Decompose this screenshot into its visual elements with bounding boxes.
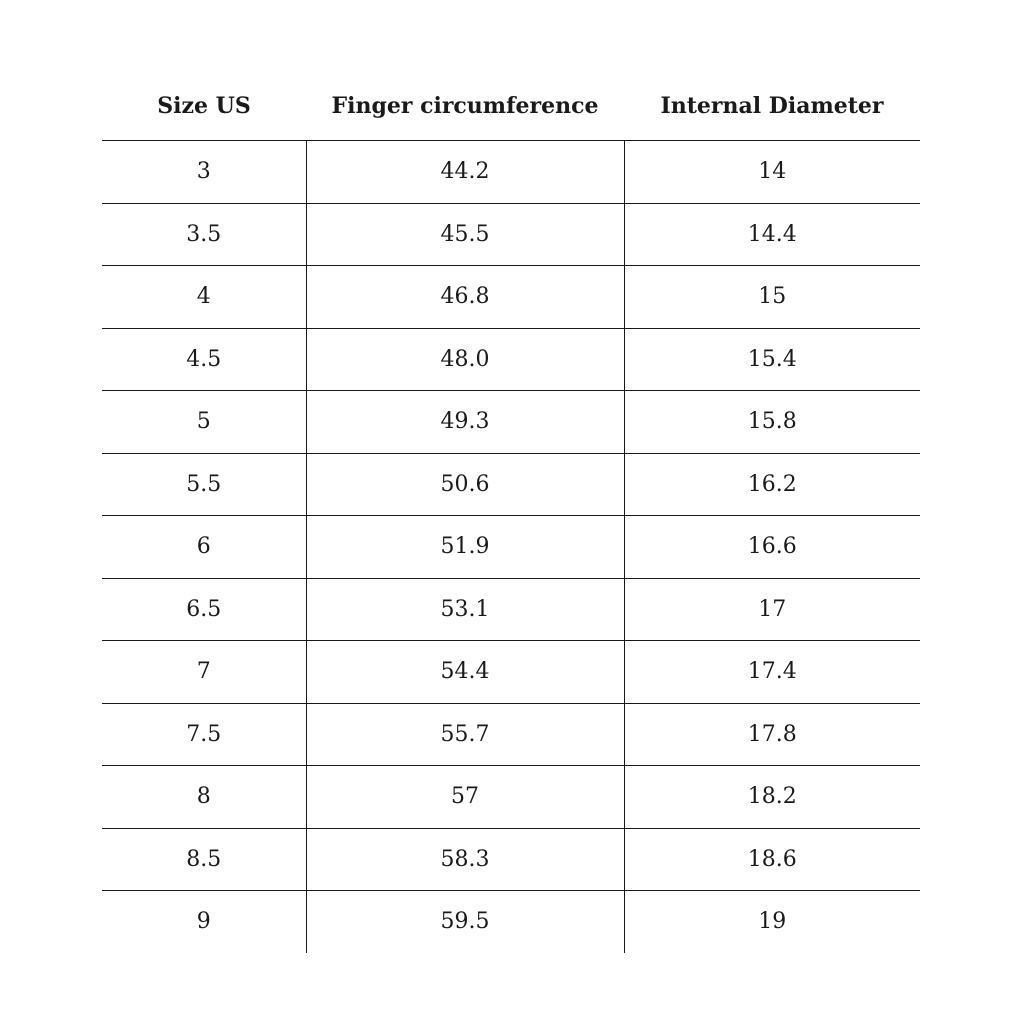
table-row <box>102 578 920 641</box>
cell-size-us: 4.5 <box>102 328 306 391</box>
cell-finger-circumference: 58.3 <box>306 828 624 891</box>
table-row <box>102 828 920 891</box>
table-row <box>102 266 920 329</box>
cell-size-us: 7.5 <box>102 703 306 766</box>
cell-internal-diameter: 14.4 <box>624 203 920 266</box>
cell-internal-diameter: 14 <box>624 141 920 204</box>
cell-finger-circumference: 45.5 <box>306 203 624 266</box>
cell-size-us: 9 <box>196 909 211 935</box>
cell-finger-circumference: 59.5 <box>306 891 624 953</box>
table-row <box>102 453 920 516</box>
cell-finger-circumference: 48.0 <box>306 328 624 391</box>
cell-size-us: 4 <box>102 266 306 329</box>
table-row <box>102 516 920 579</box>
cell-internal-diameter: 19 <box>624 891 920 953</box>
cell-finger-circumference: 50.6 <box>306 453 624 516</box>
cell-internal-diameter: 16.2 <box>624 453 920 516</box>
cell-size-us: 8.5 <box>102 828 306 891</box>
cell-size-us: 6.5 <box>102 578 306 641</box>
cell-finger-circumference: 51.9 <box>306 516 624 579</box>
cell-internal-diameter: 15 <box>624 266 920 329</box>
ring-size-table <box>102 75 920 953</box>
table-header <box>102 75 920 141</box>
cell-size-us: 6 <box>102 516 306 579</box>
cell-internal-diameter: 15.8 <box>624 391 920 454</box>
cell-finger-circumference: 46.8 <box>306 266 624 329</box>
header-internal-diameter: Internal Diameter <box>624 75 920 141</box>
table-row <box>102 328 920 391</box>
table-row <box>102 641 920 704</box>
table-row <box>102 703 920 766</box>
cell-internal-diameter: 17 <box>624 578 920 641</box>
table-row <box>102 391 920 454</box>
table-body <box>102 141 920 953</box>
cell-internal-diameter: 17.8 <box>624 703 920 766</box>
cell-internal-diameter: 18.6 <box>624 828 920 891</box>
cell-finger-circumference: 44.2 <box>306 141 624 204</box>
cell-size-us: 8 <box>102 766 306 829</box>
cell-size-us: 5 <box>102 391 306 454</box>
cell-internal-diameter: 17.4 <box>624 641 920 704</box>
table-row <box>102 891 920 953</box>
table-row <box>102 141 920 204</box>
cell-size-us: 5.5 <box>102 453 306 516</box>
cell-finger-circumference: 49.3 <box>306 391 624 454</box>
cell-size-us: 3.5 <box>102 203 306 266</box>
table-row <box>102 203 920 266</box>
cell-finger-circumference: 53.1 <box>306 578 624 641</box>
header-size-us: Size US <box>102 75 306 141</box>
cell-size-us: 7 <box>102 641 306 704</box>
header-finger-circumference: Finger circumference <box>306 75 624 141</box>
cell-finger-circumference: 54.4 <box>306 641 624 704</box>
cell-finger-circumference: 55.7 <box>306 703 624 766</box>
cell-size-us: 3 <box>102 141 306 204</box>
header-row <box>102 75 920 141</box>
cell-internal-diameter: 16.6 <box>624 516 920 579</box>
cell-finger-circumference: 57 <box>306 766 624 829</box>
cell-internal-diameter: 18.2 <box>624 766 920 829</box>
table-row <box>102 766 920 829</box>
cell-internal-diameter: 15.4 <box>624 328 920 391</box>
